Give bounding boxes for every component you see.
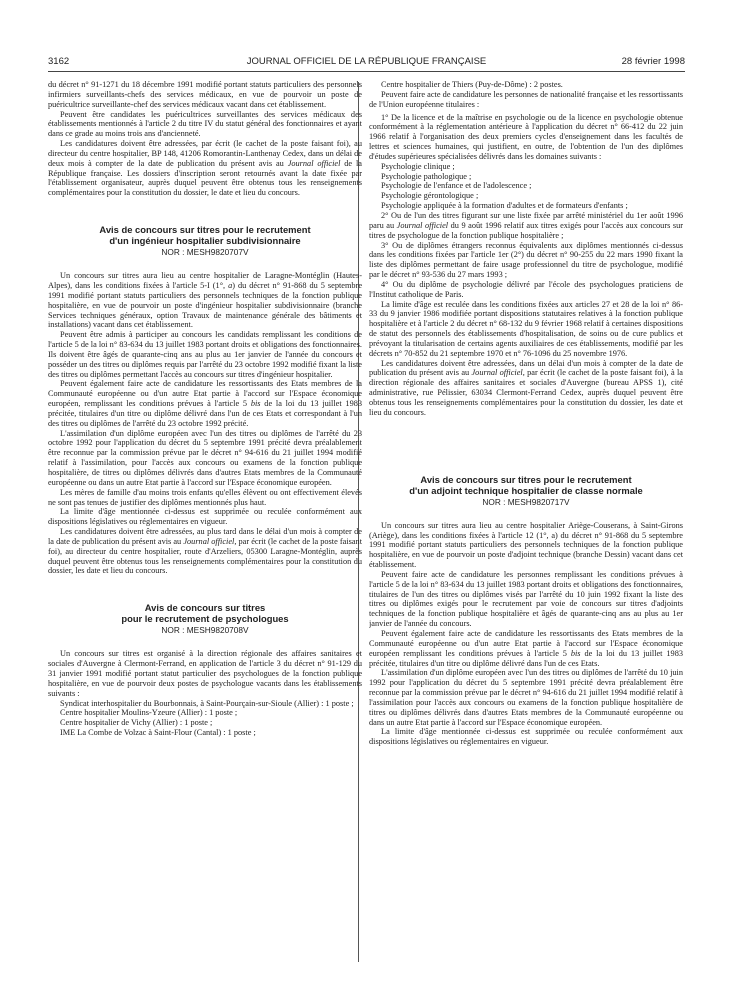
text-run: de la République française. Les dossiers d'inscription seront retournés avant la date fixée par l'établissement organisateur, auprès duquel peuvent être obtenus tous les renseignements complémentaires pour la constitution du dossier, le date et lieu du concours. [48, 158, 362, 198]
title-line: d'un ingénieur hospitalier subdivisionnaire [109, 235, 301, 247]
paragraph: 1° De la licence et de la maîtrise en psychologie ou de la licence en psychologie obtenue conformément à la réglementation antérieure à l'application du décret n° 66-412 du 22 juin 1966 relatif à l'organisation des deux premiers cycles d'enseignement dans les facultés de lettres et sciences humaines, qui justifient, en outre, de l'obtention de l'un des diplômes d'études supérieures spécialisées délivrés dans les domaines suivants : [369, 112, 683, 161]
text-run: Peuvent également faire acte de candidature les ressortissants des Etats membres de la Communauté européenne ou d'un autre Etat partie à l'accord sur l'Espace économique européen, remplissant les conditions prévues à l'article 5 [48, 379, 362, 409]
title-line: Avis de concours sur titres [144, 602, 266, 614]
nor-reference: NOR : MESH9820717V [482, 496, 570, 507]
nor-reference: NOR : MESH9820708V [161, 625, 249, 636]
title-line: Avis de concours sur titres pour le recrutement [99, 224, 311, 236]
section-title [48, 602, 362, 624]
page-number: 3162 [48, 56, 70, 67]
list-item: Centre hospitalier Moulins-Yzeure (Allier) : 1 poste ; [60, 708, 238, 718]
paragraph: Peuvent être candidates les puéricultrices surveillantes des services médicaux des établissements mentionnés à l'article 2 du titre IV du statut général des fonctionnaires et ayant dans ce grade au moins trois ans d'ancienneté. [48, 109, 362, 139]
section-title [48, 224, 362, 246]
paragraph [48, 271, 362, 330]
text-run: 2° Ou de l'un des titres figurant sur une liste fixée par arrêté ministériel du 1er août 1996 paru au [369, 210, 683, 230]
text-run: ) du décret n° 91-868 du 5 septembre 1991 modifié portant statuts particuliers des personnels techniques de la fonction publique hospitalière, en vue de pourvoir un poste d'ingénieur hospitalier subdivisionnaire (branche Services techniques généraux, option Travaux de maintenance générale des bâtiments et installations) vacant dans cet établissement. [48, 280, 362, 330]
paragraph: Un concours sur titres aura lieu au centre hospitalier Ariège-Couserans, à Saint-Girons (Ariège), dans les conditions fixées à l'article 12 (1°, a) du décret n° 91-868 du 5 septembre 1991 modifié portant statuts particuliers des personnels techniques de la fonction publique hospitalière, en vue de pourvoir un poste d'adjoint technique (branche Dessin) vacant dans cet établissement. [369, 520, 683, 570]
paragraph: du décret n° 91-1271 du 18 décembre 1991 modifié portant statuts particuliers des personnels infirmiers surveillants-chefs des services médicaux, en vue de pourvoir un poste de puéricultrice surveillante-chef des services médicaux vacant dans cet établissement. [48, 80, 362, 109]
text-run: Peuvent également faire acte de candidature les ressortissants des Etats membres de la Communauté européenne ou d'un autre Etat partie à l'accord sur l'Espace économique européen remplissant les conditions prévues à l'article 5 [369, 628, 683, 658]
list-item: Centre hospitalier de Vichy (Allier) : 1 poste ; [60, 718, 213, 728]
section-title [369, 474, 683, 496]
paragraph: Un concours sur titres est organisé à la direction régionale des affaires sanitaires et sociales d'Auvergne à Clermont-Ferrand, en application de l'article 3 du décret n° 91-129 du 31 janvier 1991 modifié portant statut particulier des psychologues de la fonction publique hospitalière, en vue de pourvoir deux postes de psychologue vacants dans les établissements suivants : [48, 649, 362, 698]
text-run: Les candidatures doivent être adressées, dans un délai d'un mois à compter de la date de publication du présent avis au [369, 358, 683, 378]
text-run: de la loi du 13 juillet 1983 précitée, titulaires d'un titre ou diplôme délivré dans l'un de ces Etats. [369, 648, 683, 668]
list-item: Psychologie gérontologique ; [381, 191, 479, 201]
text-italic: bis [250, 399, 261, 409]
paragraph: La limite d'âge mentionnée ci-dessus est supprimée ou reculée conformément aux dispositions législatives ou réglementaires en vigueur. [369, 727, 683, 747]
list-item: Psychologie clinique ; [381, 161, 455, 171]
text-italic: a [228, 280, 233, 290]
list-item: Psychologie pathologique ; [381, 171, 472, 181]
paragraph [48, 527, 362, 576]
nor-reference: NOR : MESH9820707V [161, 247, 249, 258]
text-run: , par écrit (le cachet de la poste faisant foi), au directeur du centre hospitalier, route d'Arzeliers, 05300 Laragne-Montéglin, auprès duquel peuvent être obtenus tous les renseignements complémentaires pour la constitution du dossier, les date et lieu du concours. [48, 536, 362, 576]
journal-officiel-ref: Journal officiel [287, 158, 341, 168]
journal-officiel-ref: Journal officiel [471, 368, 523, 378]
journal-officiel-ref: Journal officiel [396, 220, 449, 230]
list-item: Psychologie de l'enfance et de l'adolescence ; [381, 181, 532, 191]
paragraph [48, 139, 362, 198]
paragraph [48, 379, 362, 428]
title-line: d'un adjoint technique hospitalier de classe normale [409, 484, 643, 496]
text-run: du 9 août 1996 relatif aux titres exigés pour l'accès aux concours sur titres de psychologue de la fonction publique hospitalière ; [369, 220, 683, 240]
text-run: Un concours sur titres aura lieu au centre hospitalier de Laragne-Montéglin (Hautes-Alpes), dans les conditions fixées à l'article 5-I (1°, [48, 271, 362, 290]
right-column [369, 80, 683, 980]
paragraph: L'assimilation d'un diplôme européen avec l'un des titres ou diplômes de l'arrêté du 10 juin 1992 pour l'application du décret du 5 septembre 1991 précité devra préalablement être reconnue par la commission prévue par le décret n° 94-616 du 21 juillet 1994 modifié relatif à l'assimilation pour l'accès aux concours ou examens de la fonction publique hospitalière de titres ou diplômes délivrés dans d'autres Etats membres de la Communauté européenne ou dans un autre Etat partie à l'accord sur l'Espace économique européen. [369, 668, 683, 727]
journal-title: JOURNAL OFFICIEL DE LA RÉPUBLIQUE FRANÇAISE [246, 56, 487, 67]
paragraph [369, 211, 683, 241]
list-item: Psychologie appliquée à la formation d'adultes et de formateurs d'enfants ; [381, 201, 628, 211]
title-line: Avis de concours sur titres pour le recrutement [420, 473, 632, 485]
paragraph: Peuvent faire acte de candidature les personnes remplissant les conditions prévues à l'article 5 de la loi n° 83-634 du 13 juillet 1983 portant droits et obligations des fonctionnaires, titulaires de l'un des titres ou diplômes visés par l'arrêté du 10 juin 1992 fixant la liste des titres ou diplômes exigés pour le recrutement par voie de concours sur titres d'adjoints techniques de la fonction publique hospitalière et âgés de quarante-cinq ans au plus au 1er janvier de l'année du concours. [369, 569, 683, 629]
journal-officiel-ref: Journal officiel [183, 536, 235, 546]
text-run: Les candidatures doivent être adressées, au plus tard dans le délai d'un mois à compter de la date de publication du présent avis au [48, 527, 362, 546]
paragraph: Peuvent être admis à participer au concours les candidats remplissant les conditions de l'article 5 de la loi n° 83-634 du 13 juillet 1983 portant droits et obligations des fonctionnaires. Ils doivent être âgés de quarante-cinq ans au plus au 1er janvier de l'année du concours et posséder un des titres ou diplômes requis par l'arrêté du 23 octobre 1992 modifié fixant la liste des titres ou diplômes permettant l'accès au concours sur titres d'ingénieur hospitalier. [48, 330, 362, 379]
issue-date: 28 février 1998 [621, 56, 685, 67]
list-item: Syndicat interhospitalier du Bourbonnais, à Saint-Pourçain-sur-Sioule (Allier) : 1 poste ; [60, 698, 354, 708]
paragraph: L'assimilation d'un diplôme européen avec l'un des titres ou diplômes de l'arrêté du 23 octobre 1992 pour l'application du décret du 5 septembre 1991 précité devra préalablement être reconnue par la commission prévue par le décret n° 94-616 du 21 juillet 1994 modifié relatif à l'assimilation, pour l'accès aux concours ou examens de la fonction publique hospitalière, de titres ou diplômes délivrés dans d'autres Etats membres de la Communauté européenne ou dans un autre Etat partie à l'accord sur l'Espace économique européen. [48, 428, 362, 487]
list-item: Centre hospitalier de Thiers (Puy-de-Dôme) : 2 postes. [381, 80, 563, 89]
paragraph: Les mères de famille d'au moins trois enfants qu'elles élèvent ou ont effectivement élevés ne sont pas tenues de justifier des diplômes mentionnés plus haut. [48, 487, 362, 507]
paragraph: La limite d'âge est reculée dans les conditions fixées aux articles 27 et 28 de la loi n° 86-33 du 9 janvier 1986 modifiée portant dispositions statutaires relatives à la fonction publique hospitalière et à l'article 2 du décret n° 68-132 du 9 février 1968 relatif à certaines dispositions de statut des personnels des établissements d'hospitalisation, de soins ou de cure publics et prévoyant la titularisation de certains agents auxiliaires de ces établissements, modifié par les décrets n° 70-852 du 21 septembre 1970 et n° 76-1096 du 25 novembre 1976. [369, 299, 683, 358]
list-item: IME La Combe de Volzac à Saint-Flour (Cantal) : 1 poste ; [60, 728, 256, 738]
text-run: de la loi du 13 juillet 1983 précitée, titulaires d'un titre ou diplôme délivré dans l'un de ces Etats et correspondant à l'un des titres ou diplômes de l'arrêté du 23 octobre 1992 précité. [48, 399, 362, 428]
text-run: , par écrit (le cachet de la poste faisant foi), à la direction régionale des affaires sanitaires et sociales d'Auvergne (bureau APSS 1), cité administrative, rue Pélissier, 63034 Clermont-Ferrand Cedex, auprès duquel peuvent être obtenus tous les renseignements complémentaires pour la constitution du dossier, les date et lieu du concours. [369, 368, 683, 417]
paragraph: 4° Ou du diplôme de psychologie délivré par l'école des psychologues praticiens de l'Institut catholique de Paris. [369, 279, 683, 299]
page-header [48, 56, 685, 68]
left-column [48, 80, 362, 980]
paragraph: 3° Ou de diplômes étrangers reconnus équivalents aux diplômes mentionnés ci-dessus dans les conditions fixées par l'article 1er (2°) du décret n° 90-255 du 22 mars 1990 fixant la liste des diplômes permettant de faire usage professionnel du titre de psychologue, modifié par le décret n° 93-536 du 27 mars 1993 ; [369, 240, 683, 280]
text-italic: bis [570, 648, 581, 658]
paragraph [369, 629, 683, 668]
paragraph: La limite d'âge mentionnée ci-dessus est supprimée ou reculée conformément aux dispositions législatives ou réglementaires en vigueur. [48, 507, 362, 527]
paragraph [369, 359, 683, 418]
title-line: pour le recrutement de psychologues [121, 613, 289, 625]
paragraph: Peuvent faire acte de candidature les personnes de nationalité française et les ressortissants de l'Union européenne titulaires : [369, 89, 683, 109]
text-run: Les candidatures doivent être adressées, par écrit (le cachet de la poste faisant foi), au directeur du centre hospitalier, BP 148, 41206 Romorantin-Lanthenay Cedex, dans un délai de deux mois à compter de la date de publication du présent avis au [48, 139, 362, 168]
header-rule [48, 71, 685, 72]
